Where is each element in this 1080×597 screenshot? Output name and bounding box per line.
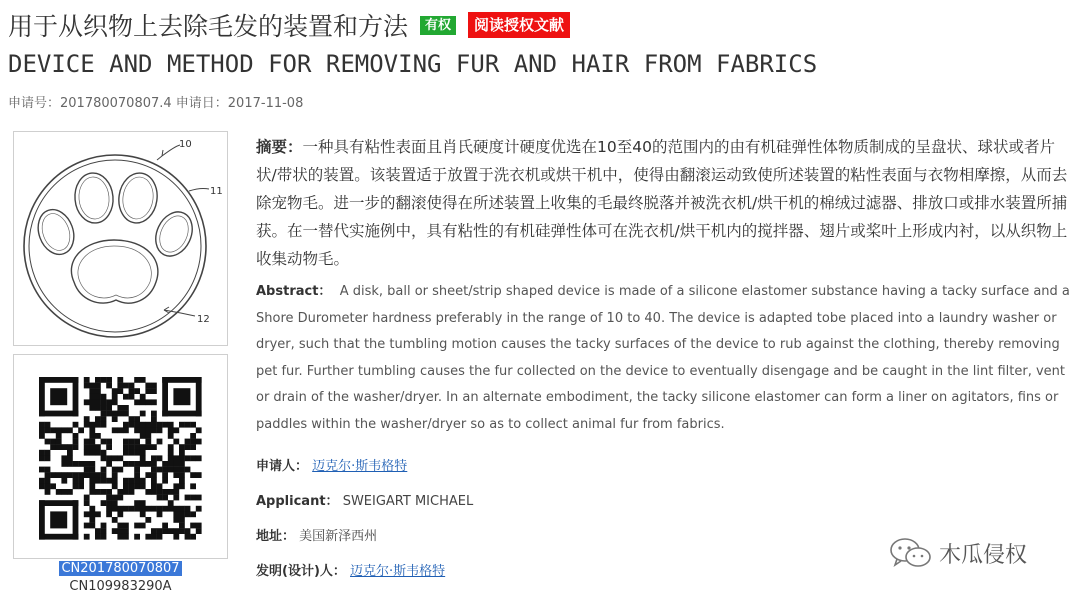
qr-code-icon [14, 355, 227, 558]
applicant-en-value: SWEIGART MICHAEL [342, 494, 474, 509]
address-value: 美国新泽西州 [299, 529, 378, 544]
abstract-section [256, 133, 1071, 438]
patent-title-en: DEVICE AND METHOD FOR REMOVING FUR AND HAIR FROM FABRICS [8, 50, 818, 78]
abstract-en-label: Abstract： [256, 284, 332, 299]
applicant-cn-label: 申请人： [256, 459, 309, 474]
publication-number: CN109983290A [69, 579, 172, 594]
applicant-cn-link[interactable]: 迈克尔·斯韦格特 [312, 459, 408, 474]
qr-code-box [13, 354, 228, 559]
patent-figure[interactable] [13, 131, 228, 346]
address-label: 地址： [256, 529, 296, 544]
application-meta: 申请号：201780070807.4 申请日：2017-11-08 [8, 96, 304, 111]
abstract-cn-text: 一种具有粘性表面且肖氏硬度计硬度优选在10至40的范围内的由有机硅弹性体物质制成的呈盘状、球状或者片状/带状的装置。该装置适于放置于洗衣机或烘干机中，使得由翻滚运动致使所述装置的粘性表面与衣物相摩擦，从而去除宠物毛。进一步的翻滚使得在所述装置上收集的毛最终脱落并被洗衣机/烘干机的棉绒过滤器、排放口或排水装置所捕获。在一替代实施例中，具有粘性的有机硅弹性体可在洗衣机/烘干机内的搅拌器、翅片或桨叶上形成内衬，以从织物上收集动物毛。 [256, 138, 1068, 268]
figure-label-12: 12 [197, 314, 210, 325]
title-cn-text: 用于从织物上去除毛发的装置和方法 [8, 12, 409, 41]
selected-publication-number[interactable] [13, 561, 228, 576]
address-row [256, 525, 377, 544]
abstract-cn-label: 摘要： [256, 138, 303, 156]
paw-disk-drawing [14, 132, 227, 345]
abstract-cn [256, 133, 1071, 273]
inventor-row [256, 560, 445, 579]
watermark-text: 木瓜侵权 [939, 542, 1028, 568]
wechat-icon [889, 536, 933, 570]
abstract-en [256, 279, 1071, 438]
watermark [889, 536, 1027, 570]
applicant-en-row [256, 490, 473, 509]
applicant-en-label: Applicant： [256, 494, 339, 509]
inventor-label: 发明(设计)人： [256, 564, 346, 579]
read-authorized-document-button[interactable]: 阅读授权文献 [468, 12, 570, 38]
inventor-link[interactable]: 迈克尔·斯韦格特 [350, 564, 446, 579]
figure-label-10: 10 [179, 139, 192, 150]
abstract-en-text: A disk, ball or sheet/strip shaped device is made of a silicone elastomer substance having a tacky surface and a Shore Durometer hardness preferably in the range of 10 to 40. The device is adapted tobe placed into a laundry washer or dryer, such that the tumbling motion causes the tacky surfaces of the device to rub against the clothing, thereby removing pet fur. Further tumbling causes the fur collected on the device to eventually disengage and be caught in the lint filter, vent or drain of the washer/dryer. In an alternate embodiment, the tacky silicone elastomer can form a liner on agitators, fins or paddles within the washer/dryer so as to collect animal fur from fabrics. [256, 284, 1070, 432]
selected-publication-text: CN201780070807 [61, 561, 180, 576]
applicant-cn-row [256, 455, 407, 474]
patent-title-cn [8, 8, 570, 42]
figure-label-11: 11 [210, 186, 223, 197]
authorized-badge: 有权 [420, 16, 456, 35]
